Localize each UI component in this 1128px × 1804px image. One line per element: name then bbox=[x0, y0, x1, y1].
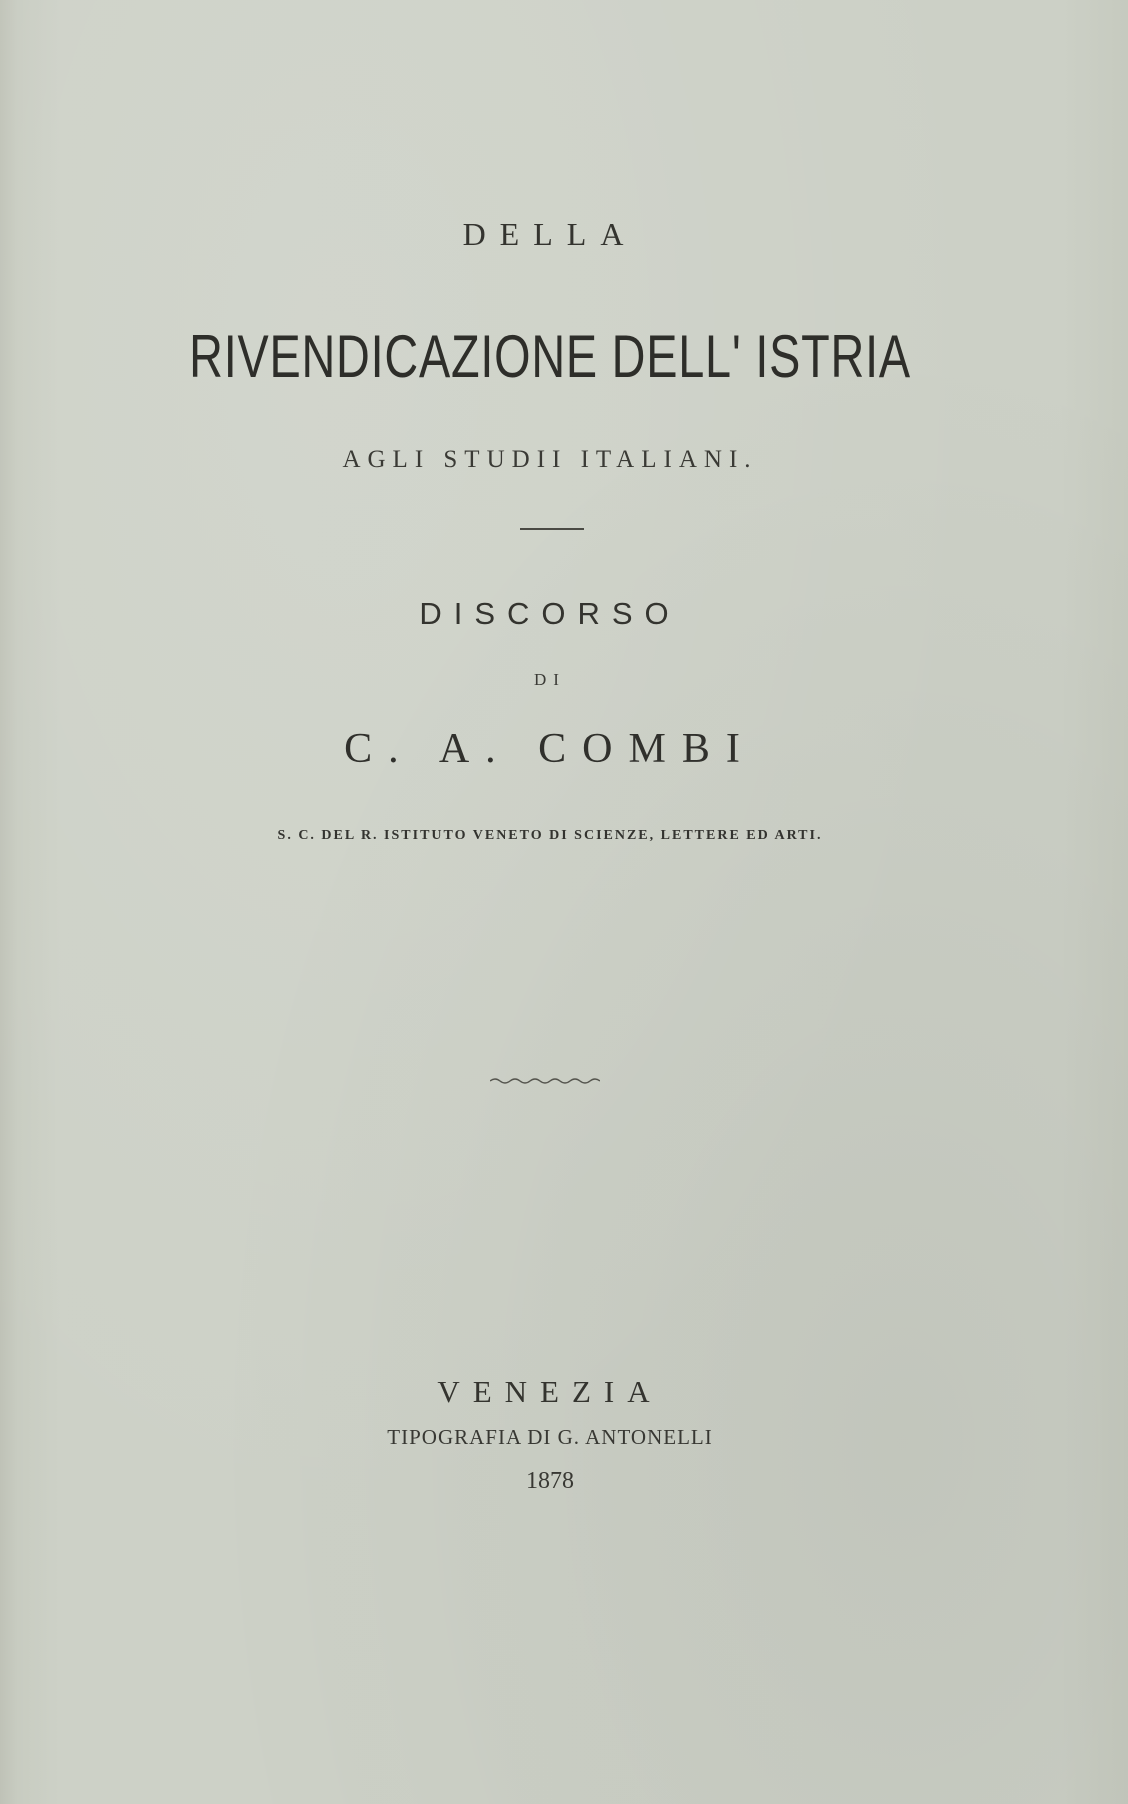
short-divider-rule bbox=[520, 528, 584, 530]
imprint-city: VENEZIA bbox=[437, 1374, 663, 1409]
wavy-ornament-rule bbox=[490, 1076, 600, 1086]
genre-label: DISCORSO bbox=[419, 596, 681, 631]
imprint-printer: TIPOGRAFIA DI G. ANTONELLI bbox=[387, 1425, 713, 1449]
by-label: DI bbox=[534, 670, 566, 689]
imprint-year: 1878 bbox=[526, 1468, 574, 1494]
author-affiliation: S. C. DEL R. ISTITUTO VENETO DI SCIENZE, LETTERE ED ARTI. bbox=[277, 828, 823, 843]
author-name: C. A. COMBI bbox=[344, 726, 756, 772]
subtitle: AGLI STUDII ITALIANI. bbox=[342, 446, 758, 473]
pre-title: DELLA bbox=[462, 216, 638, 252]
book-title: RIVENDICAZIONE DELL' ISTRIA bbox=[189, 323, 911, 390]
